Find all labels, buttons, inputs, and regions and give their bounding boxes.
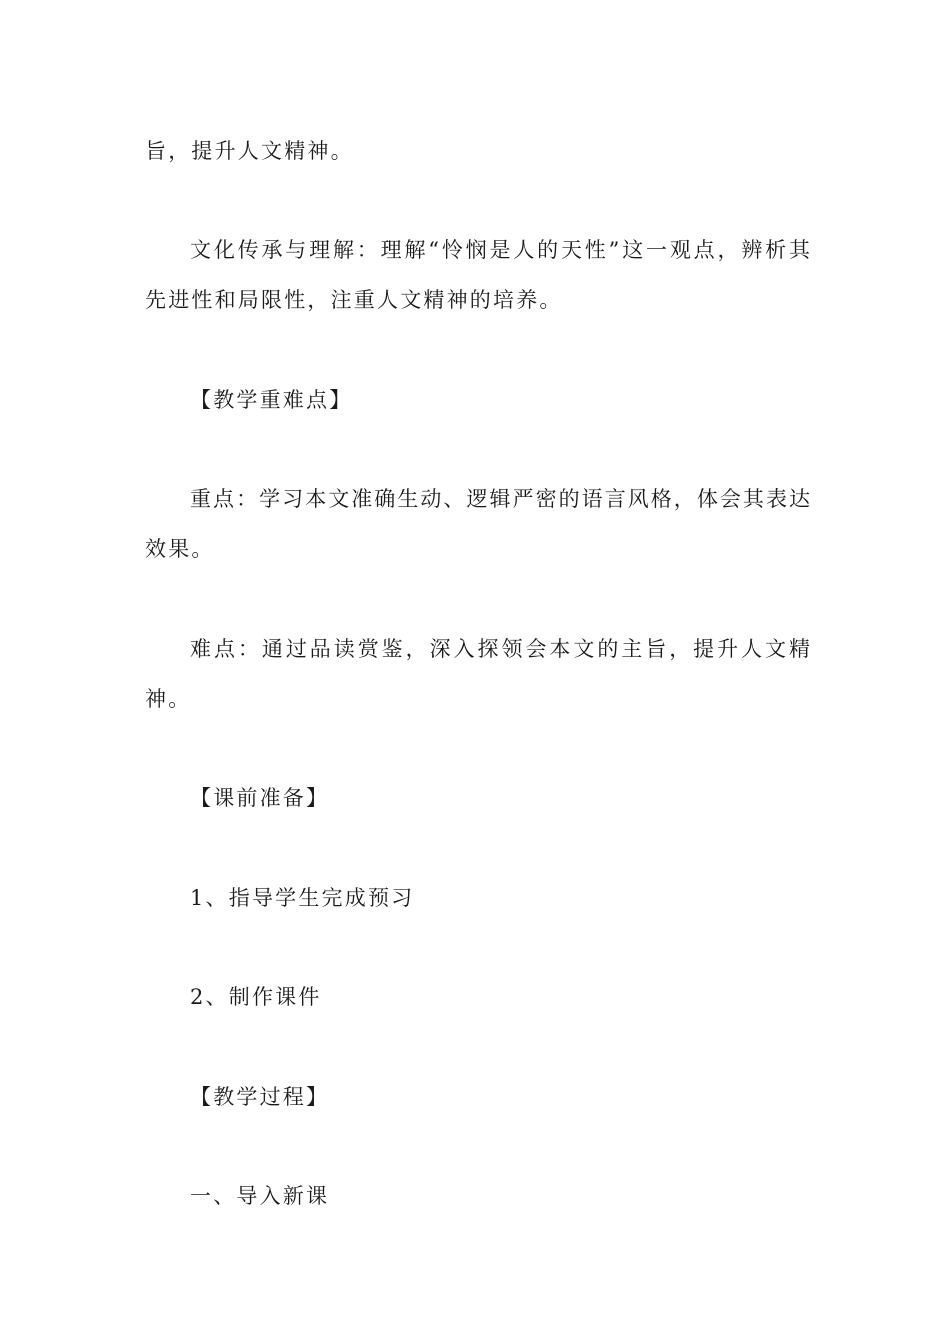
subsection-heading-intro: 一、导入新课 (190, 1184, 330, 1208)
list-item-preparation-2: 2、制作课件 (190, 985, 322, 1009)
text-line-key-point: 重点：学习本文准确生动、逻辑严密的语言风格，体会其表达 (190, 487, 810, 511)
list-item-preparation-1: 1、指导学生完成预习 (190, 886, 415, 910)
section-heading-teaching-process: 【教学过程】 (190, 1085, 330, 1109)
text-line-culture-objective: 文化传承与理解：理解“怜悯是人的天性”这一观点，辨析其 (190, 238, 810, 262)
text-line-difficult-point-cont: 神。 (145, 687, 192, 711)
text-line-key-point-cont: 效果。 (145, 537, 215, 561)
text-line-culture-objective-cont: 先进性和局限性，注重人文精神的培养。 (145, 288, 563, 312)
text-line-continuation: 旨，提升人文精神。 (145, 139, 354, 163)
section-heading-preparation: 【课前准备】 (190, 786, 330, 810)
section-heading-key-points: 【教学重难点】 (190, 388, 353, 412)
text-line-difficult-point: 难点：通过品读赏鉴，深入探领会本文的主旨，提升人文精 (190, 637, 810, 661)
